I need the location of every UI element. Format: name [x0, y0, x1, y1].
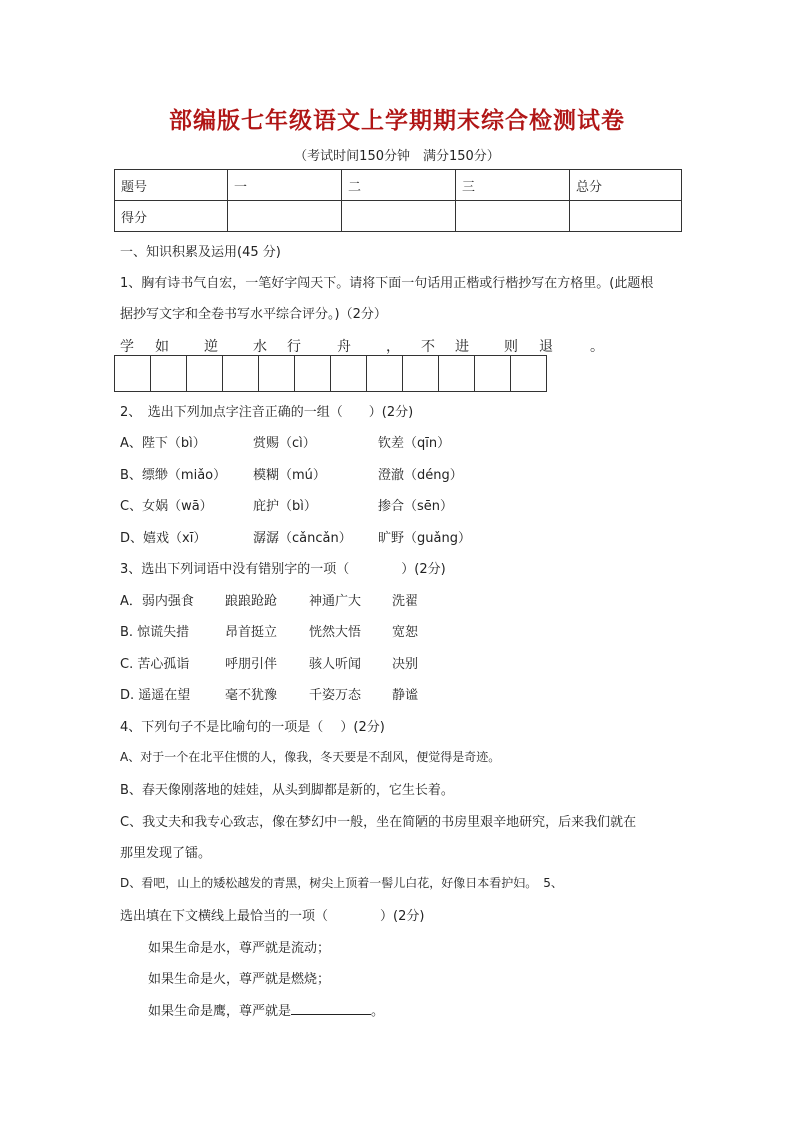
question-5-text: 如果生命是鹰，尊严就是	[148, 1004, 292, 1019]
question-3-option: 决别	[392, 657, 419, 672]
question-3-option: 神通广大	[309, 594, 362, 609]
copy-char: 水	[253, 339, 267, 355]
copy-char: 则	[504, 339, 518, 355]
question-2-stem: 2、 选出下列加点字注音正确的一组（ ）(2分)	[120, 405, 414, 420]
writing-cell[interactable]	[331, 356, 367, 391]
question-2-option: 赏赐（cì）	[253, 436, 316, 451]
writing-cell[interactable]	[367, 356, 403, 391]
score-table-header-row	[115, 170, 682, 201]
question-5-line	[148, 1000, 384, 1019]
score-table	[114, 169, 682, 232]
writing-cell[interactable]	[151, 356, 187, 391]
question-5-line: 如果生命是火，尊严就是燃烧；	[148, 972, 331, 987]
copy-char: 行	[287, 339, 301, 355]
question-2-option: 潺潺（cǎncǎn）	[253, 531, 352, 546]
question-2-option: C、女娲（wā）	[120, 499, 213, 514]
copy-char: 不	[421, 339, 435, 355]
question-3-option: A．弱内强食	[120, 594, 194, 609]
score-table-cell: 二	[342, 170, 456, 201]
question-3-option: 静谧	[392, 688, 419, 703]
question-1-text: 1、胸有诗书气自宏，一笔好字闯天下。请将下面一句话用正楷或行楷抄写在方格里。(此题根	[120, 276, 654, 291]
exam-subtitle: （考试时间150分钟 满分150分）	[294, 149, 500, 164]
question-3-option: 昂首挺立	[225, 625, 278, 640]
writing-cell[interactable]	[259, 356, 295, 391]
writing-cell[interactable]	[187, 356, 223, 391]
question-2-option: 旷野（guǎng）	[378, 531, 471, 546]
writing-grid	[114, 355, 547, 392]
question-3-option: D. 遥遥在望	[120, 688, 191, 703]
question-3-option: 洗翟	[392, 594, 419, 609]
score-input-cell[interactable]	[456, 201, 570, 232]
answer-blank[interactable]	[291, 1002, 371, 1015]
question-5-period: 。	[371, 1004, 385, 1019]
score-input-cell[interactable]	[228, 201, 342, 232]
writing-cell[interactable]	[223, 356, 259, 391]
question-4-option: D、看吧，山上的矮松越发的青黑，树尖上顶着一髻儿白花，好像日本看护妇。 5、	[120, 876, 563, 890]
question-2-option: 掺合（sēn）	[378, 499, 454, 514]
writing-cell[interactable]	[115, 356, 151, 391]
question-4-option: A、对于一个在北平住惯的人，像我，冬天要是不刮风，便觉得是奇迹。	[120, 750, 501, 764]
section-heading: 一、知识积累及运用(45 分)	[120, 245, 281, 260]
question-2-option: A、陛下（bì）	[120, 436, 206, 451]
question-4-option: B、春天像刚落地的娃娃，从头到脚都是新的，它生长着。	[120, 783, 454, 798]
score-table-score-row	[115, 201, 682, 232]
copy-sentence	[0, 336, 794, 355]
question-2-option: 庇护（bì）	[253, 499, 317, 514]
question-4-option: 那里发现了镭。	[120, 846, 212, 861]
question-3-stem: 3、选出下列词语中没有错别字的一项（ ）(2分)	[120, 562, 446, 577]
copy-char: 如	[155, 339, 169, 355]
writing-cell[interactable]	[511, 356, 547, 391]
question-5-line: 如果生命是水，尊严就是流动；	[148, 941, 331, 956]
copy-char: 学	[120, 339, 134, 355]
score-table-cell: 一	[228, 170, 342, 201]
page-title: 部编版七年级语文上学期期末综合检测试卷	[169, 107, 625, 134]
copy-char: 舟	[337, 339, 351, 355]
score-input-cell[interactable]	[570, 201, 682, 232]
question-3-option: 骇人听闻	[309, 657, 362, 672]
score-table-cell: 总分	[570, 170, 682, 201]
question-3-option: 呼朋引伴	[225, 657, 278, 672]
writing-cell[interactable]	[403, 356, 439, 391]
copy-char: ，	[386, 339, 400, 355]
question-2-option: B、缥缈（miǎo）	[120, 468, 227, 483]
score-table-cell: 题号	[115, 170, 228, 201]
question-3-option: 恍然大悟	[309, 625, 362, 640]
question-3-option: 宽恕	[392, 625, 419, 640]
score-table-cell: 三	[456, 170, 570, 201]
writing-cell[interactable]	[295, 356, 331, 391]
copy-char: 逆	[204, 339, 218, 355]
score-input-cell[interactable]	[342, 201, 456, 232]
question-3-option: B. 惊谎失措	[120, 625, 190, 640]
score-table-cell: 得分	[115, 201, 228, 232]
question-3-option: 毫不犹豫	[225, 688, 278, 703]
writing-cell[interactable]	[439, 356, 475, 391]
question-2-option: D、嬉戏（xī）	[120, 531, 207, 546]
question-2-option: 澄澈（déng）	[378, 468, 463, 483]
question-3-option: 千姿万态	[309, 688, 362, 703]
copy-char: 退	[539, 339, 553, 355]
question-4-stem: 4、下列句子不是比喻句的一项是（ ）(2分)	[120, 720, 385, 735]
copy-char: 。	[590, 339, 604, 355]
question-3-option: 踉踉跄跄	[225, 594, 278, 609]
copy-char: 进	[455, 339, 469, 355]
question-2-option: 模糊（mú）	[253, 468, 326, 483]
question-3-option: C. 苦心孤诣	[120, 657, 190, 672]
question-2-option: 钦差（qīn）	[378, 436, 451, 451]
question-1-text: 据抄写文字和全卷书写水平综合评分。)（2分）	[120, 307, 387, 322]
writing-cell[interactable]	[475, 356, 511, 391]
question-4-option: C、我丈夫和我专心致志，像在梦幻中一般，坐在简陋的书房里艰辛地研究，后来我们就在	[120, 815, 637, 830]
question-5-stem: 选出填在下文横线上最恰当的一项（ ）(2分)	[120, 909, 425, 924]
